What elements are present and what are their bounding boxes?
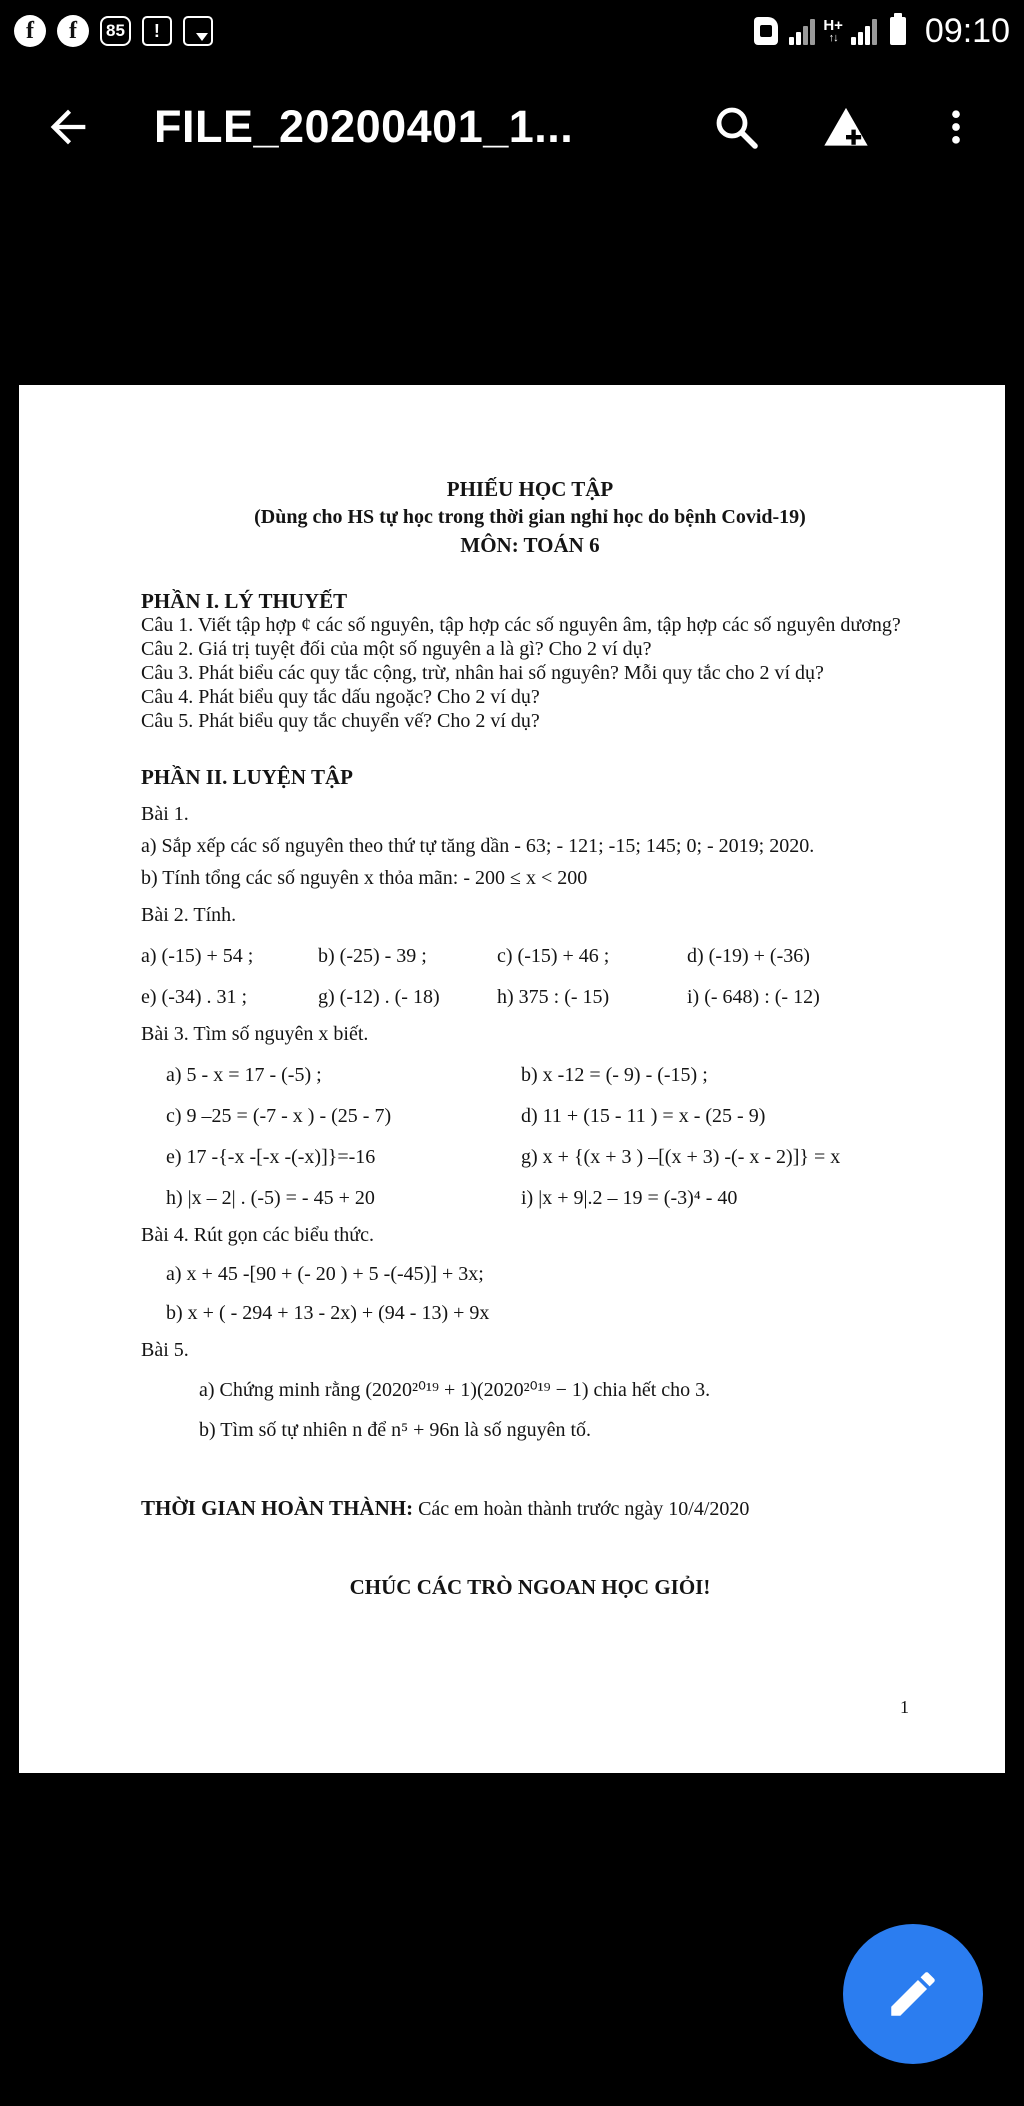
status-bar (0, 0, 1024, 62)
bai3-label: Bài 3. Tìm số nguyên x biết. (141, 1023, 369, 1045)
exercise-cell: c) (-15) + 46 ; (497, 945, 610, 967)
bai5-item: b) Tìm số tự nhiên n để n⁵ + 96n là số nguyên tố. (199, 1419, 592, 1441)
bai1-item: b) Tính tổng các số nguyên x thỏa mãn: - 200 ≤ x < 200 (141, 867, 588, 889)
part2-heading: PHẦN II. LUYỆN TẬP (141, 765, 353, 789)
app-bar (0, 72, 1024, 182)
bai2-row (141, 944, 919, 968)
exercise-cell: d) 11 + (15 - 11 ) = x - (25 - 9) (521, 1105, 766, 1127)
exercise-cell: b) x -12 = (- 9) - (-15) ; (521, 1064, 708, 1086)
battery-icon (890, 17, 906, 45)
pencil-icon (884, 1965, 942, 2023)
closing-line: CHÚC CÁC TRÒ NGOAN HỌC GIỎI! (349, 1575, 711, 1599)
more-vertical-icon (934, 105, 978, 149)
question-line: Câu 1. Viết tập hợp ¢ các số nguyên, tập hợp các số nguyên âm, tập hợp các số nguyên dương? (141, 614, 901, 636)
exercise-cell: e) 17 -{-x -[-x -(-x)]}=-16 (166, 1146, 376, 1168)
clock: 09:10 (924, 11, 1010, 50)
bai5-label: Bài 5. (141, 1339, 189, 1361)
question-line: Câu 2. Giá trị tuyệt đối của một số nguyên a là gì? Cho 2 ví dụ? (141, 638, 652, 660)
edit-fab[interactable] (843, 1924, 983, 2064)
exercise-cell: d) (-19) + (-36) (687, 945, 810, 967)
signal-strength-icon (789, 17, 815, 45)
battery-percent-notification-icon: 85 (100, 16, 131, 46)
bai1-label: Bài 1. (141, 803, 189, 825)
bai4-item: b) x + ( - 294 + 13 - 2x) + (94 - 13) + 9x (166, 1302, 490, 1324)
exercise-cell: h) |x – 2| . (-5) = - 45 + 20 (166, 1187, 375, 1209)
exercise-cell: h) 375 : (- 15) (497, 986, 610, 1008)
exercise-cell: c) 9 –25 = (-7 - x ) - (25 - 7) (166, 1105, 392, 1127)
bai3-row (141, 1104, 919, 1128)
search-button[interactable] (708, 99, 764, 155)
exercise-cell: g) x + {(x + 3 ) –[(x + 3) -(- x - 2)]} = x (521, 1146, 841, 1168)
back-arrow-icon (42, 101, 94, 153)
data-transfer-arrows-icon: ↑↓ (828, 32, 838, 44)
deadline-label: THỜI GIAN HOÀN THÀNH: (141, 1496, 414, 1520)
sim-alert-icon: ! (142, 16, 172, 46)
download-notification-icon (183, 16, 213, 46)
search-icon (712, 103, 760, 151)
exercise-cell: a) (-15) + 54 ; (141, 945, 254, 967)
facebook-notification-icon: f (14, 15, 46, 47)
bai2-label: Bài 2. Tính. (141, 904, 237, 926)
bai3-row (141, 1145, 919, 1169)
worksheet-subject: MÔN: TOÁN 6 (460, 533, 600, 557)
network-type-indicator: H+ ↑↓ (823, 17, 843, 44)
bai5-item: a) Chứng minh rằng (2020²⁰¹⁹ + 1)(2020²⁰¹⁹ − 1) chia hết cho 3. (199, 1379, 711, 1401)
add-to-drive-icon (820, 101, 872, 153)
question-line: Câu 4. Phát biểu quy tắc dấu ngoặc? Cho 2 ví dụ? (141, 686, 540, 708)
bai3-row (141, 1063, 919, 1087)
bai4-item: a) x + 45 -[90 + (- 20 ) + 5 -(-45)] + 3x; (166, 1263, 484, 1285)
document-title: FILE_20200401_1... (154, 101, 574, 152)
exercise-cell: g) (-12) . (- 18) (318, 986, 440, 1008)
deadline-line (141, 1496, 919, 1521)
overflow-menu-button[interactable] (928, 99, 984, 155)
page-number: 1 (900, 1697, 909, 1717)
signal-strength-icon-2 (851, 17, 877, 45)
back-button[interactable] (40, 99, 96, 155)
bai1-item: a) Sắp xếp các số nguyên theo thứ tự tăng dần - 63; - 121; -15; 145; 0; - 2019; 2020. (141, 835, 815, 857)
question-line: Câu 5. Phát biểu quy tắc chuyển vế? Cho 2 ví dụ? (141, 710, 540, 732)
question-line: Câu 3. Phát biểu các quy tắc cộng, trừ, nhân hai số nguyên? Mỗi quy tắc cho 2 ví dụ? (141, 662, 824, 684)
exercise-cell: b) (-25) - 39 ; (318, 945, 427, 967)
part1-heading: PHẦN I. LÝ THUYẾT (141, 589, 348, 613)
exercise-cell: i) |x + 9|.2 – 19 = (-3)⁴ - 40 (521, 1187, 738, 1209)
bai4-label: Bài 4. Rút gọn các biểu thức. (141, 1224, 375, 1246)
bai2-row (141, 985, 919, 1009)
exercise-cell: a) 5 - x = 17 - (-5) ; (166, 1064, 322, 1086)
add-to-drive-button[interactable] (818, 99, 874, 155)
facebook-notification-icon: f (57, 15, 89, 47)
deadline-text: Các em hoàn thành trước ngày 10/4/2020 (413, 1498, 750, 1520)
worksheet-title: PHIẾU HỌC TẬP (446, 477, 614, 501)
worksheet-subtitle: (Dùng cho HS tự học trong thời gian nghỉ học do bệnh Covid-19) (254, 506, 806, 528)
bai3-row (141, 1186, 919, 1210)
worksheet-content (19, 385, 1005, 1773)
sd-card-icon (754, 17, 778, 45)
worksheet-header (141, 477, 919, 557)
exercise-cell: e) (-34) . 31 ; (141, 986, 248, 1008)
status-bar-system-icons (754, 12, 1010, 51)
exercise-cell: i) (- 648) : (- 12) (687, 986, 820, 1008)
status-bar-notifications (14, 15, 213, 47)
pdf-page[interactable] (19, 385, 1005, 1773)
